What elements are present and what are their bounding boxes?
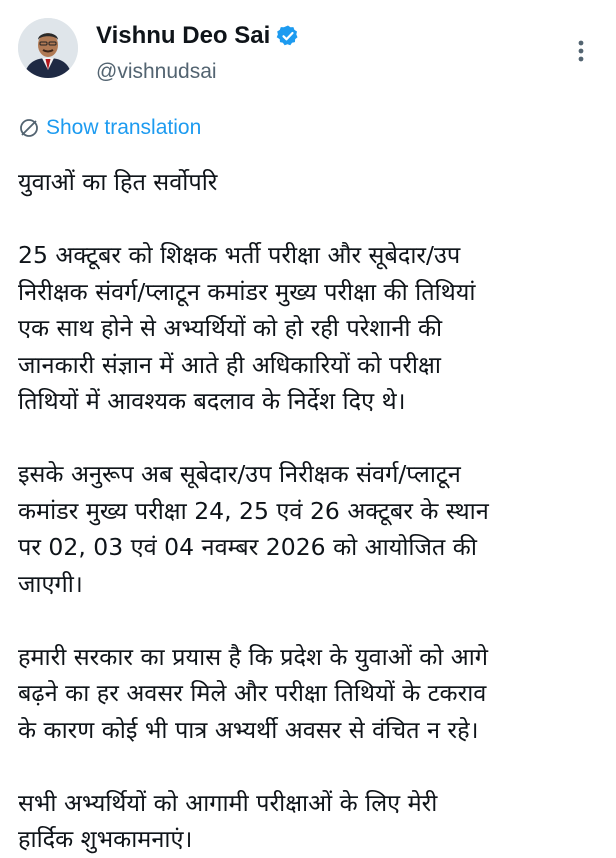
display-name-text: Vishnu Deo Sai (96, 22, 271, 49)
tweet-line: जाएगी। (18, 569, 83, 598)
tweet-line: पर 02, 03 एवं 04 नवम्बर 2026 को आयोजित की (18, 533, 477, 561)
tweet-paragraph (18, 237, 603, 420)
tweet-text (18, 164, 603, 858)
tweet-line: बढ़ने का हर अवसर मिले और परीक्षा तिथियों के टकराव (18, 679, 487, 707)
tweet-line: हमारी सरकार का प्रयास है कि प्रदेश के युवाओं को आगे (18, 642, 489, 671)
tweet-paragraph (18, 639, 603, 749)
tweet-line: इसके अनुरूप अब सूबेदार/उप निरीक्षक संवर्ग/प्लाटून (18, 460, 461, 488)
tweet-line: कमांडर मुख्य परीक्षा 24, 25 एवं 26 अक्टूबर के स्थान (18, 496, 489, 525)
tweet-paragraph (18, 164, 603, 201)
tweet-line: निरीक्षक संवर्ग/प्लाटून कमांडर मुख्य परीक्षा की तिथियां (18, 277, 476, 306)
tweet-line: सभी अभ्यर्थियों को आगामी परीक्षाओं के लिए मेरी (18, 788, 438, 817)
tweet-line: के कारण कोई भी पात्र अभ्यर्थी अवसर से वंचित न रहे। (18, 715, 479, 744)
profile-photo-icon (18, 18, 78, 78)
more-options-icon[interactable] (566, 36, 596, 66)
tweet-paragraph (18, 785, 603, 858)
author-name[interactable] (96, 22, 300, 50)
show-translation-label: Show translation (46, 116, 202, 139)
show-translation-link[interactable] (18, 116, 201, 140)
tweet-line: जानकारी संज्ञान में आते ही अधिकारियों को परीक्षा (18, 350, 441, 379)
tweet-line: हार्दिक शुभकामनाएं। (18, 825, 193, 853)
tweet-line: 25 अक्टूबर को शिक्षक भर्ती परीक्षा और सूबेदार/उप (18, 241, 461, 269)
tweet-header (0, 0, 616, 110)
tweet-paragraph (18, 456, 603, 602)
tweet-line: युवाओं का हित सर्वोपरि (18, 168, 218, 196)
tweet-line: तिथियों में आवश्यक बदलाव के निर्देश दिए थे। (18, 387, 406, 415)
translate-globe-icon (18, 117, 40, 139)
author-handle[interactable]: @vishnudsai (96, 60, 217, 83)
avatar[interactable] (18, 18, 78, 78)
tweet-line: एक साथ होने से अभ्यर्थियों को हो रही परेशानी की (18, 314, 443, 342)
verified-badge-icon (276, 24, 300, 48)
